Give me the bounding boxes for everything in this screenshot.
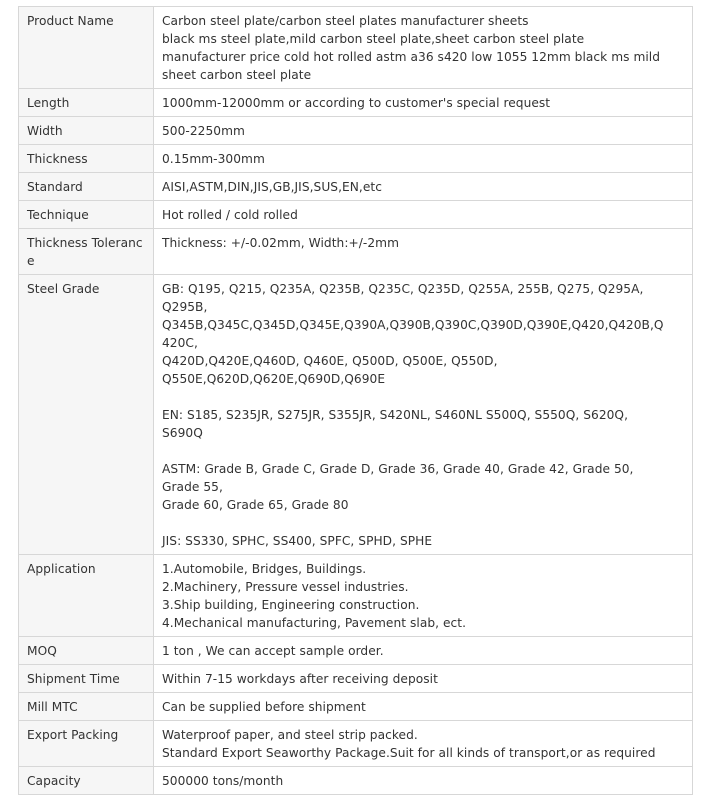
spec-row: [19, 555, 693, 637]
spec-value-line: 3.Ship building, Engineering construction.: [162, 598, 420, 612]
spec-row: [19, 7, 693, 89]
spec-label: Export Packing: [19, 721, 154, 767]
spec-value-line: 1.Automobile, Bridges, Buildings.: [162, 562, 367, 576]
spec-value-line: Q550E,Q620D,Q620E,Q690D,Q690E: [162, 372, 386, 386]
spec-value-line: 420C,: [162, 336, 198, 350]
spec-row: [19, 767, 693, 795]
spec-value: [154, 693, 693, 721]
spec-label: Capacity: [19, 767, 154, 795]
spec-table-container: [18, 6, 693, 795]
spec-value-line: 0.15mm-300mm: [162, 152, 265, 166]
spec-value-line: sheet carbon steel plate: [162, 68, 312, 82]
spec-row: [19, 665, 693, 693]
spec-value-line: Thickness: +/-0.02mm, Width:+/-2mm: [162, 236, 399, 250]
spec-value-spacer: [162, 388, 688, 406]
spec-value-line: 4.Mechanical manufacturing, Pavement slab, ect.: [162, 616, 467, 630]
spec-label: Thickness Tolerance: [19, 229, 154, 275]
spec-row: [19, 693, 693, 721]
spec-value-line: black ms steel plate,mild carbon steel plate,sheet carbon steel plate: [162, 32, 585, 46]
spec-value-line: Q295B,: [162, 300, 208, 314]
spec-row: [19, 173, 693, 201]
spec-label: Steel Grade: [19, 275, 154, 555]
spec-value-line: Standard Export Seaworthy Package.Suit for all kinds of transport,or as required: [162, 746, 656, 760]
spec-value: [154, 665, 693, 693]
spec-value-line: Waterproof paper, and steel strip packed.: [162, 728, 418, 742]
spec-table: [18, 6, 693, 795]
spec-label: Mill MTC: [19, 693, 154, 721]
spec-value-line: 2.Machinery, Pressure vessel industries.: [162, 580, 409, 594]
spec-label: MOQ: [19, 637, 154, 665]
spec-value-line: 1000mm-12000mm or according to customer's special request: [162, 96, 551, 110]
spec-value: [154, 173, 693, 201]
spec-value: [154, 117, 693, 145]
spec-value: [154, 89, 693, 117]
spec-label: Application: [19, 555, 154, 637]
spec-value-line: Grade 60, Grade 65, Grade 80: [162, 498, 349, 512]
spec-value: [154, 7, 693, 89]
spec-row: [19, 145, 693, 173]
spec-row: [19, 275, 693, 555]
spec-label: Technique: [19, 201, 154, 229]
spec-value-line: 500-2250mm: [162, 124, 245, 138]
spec-value-line: Q420D,Q420E,Q460D, Q460E, Q500D, Q500E, Q550D,: [162, 354, 498, 368]
spec-value-line: manufacturer price cold hot rolled astm a36 s420 low 1055 12mm black ms mild: [162, 50, 661, 64]
spec-row: [19, 89, 693, 117]
spec-value-line: Carbon steel plate/carbon steel plates manufacturer sheets: [162, 14, 529, 28]
spec-value-line: Grade 55,: [162, 480, 223, 494]
spec-value-line: 1 ton , We can accept sample order.: [162, 644, 384, 658]
spec-row: [19, 229, 693, 275]
spec-value: [154, 145, 693, 173]
spec-value: [154, 555, 693, 637]
spec-value-spacer: [162, 442, 688, 460]
spec-label: Product Name: [19, 7, 154, 89]
spec-row: [19, 117, 693, 145]
spec-label: Standard: [19, 173, 154, 201]
spec-table-body: [19, 7, 693, 795]
spec-value-line: EN: S185, S235JR, S275JR, S355JR, S420NL, S460NL S500Q, S550Q, S620Q,: [162, 408, 628, 422]
spec-value-line: 500000 tons/month: [162, 774, 284, 788]
spec-value: [154, 721, 693, 767]
spec-label: Shipment Time: [19, 665, 154, 693]
spec-value-spacer: [162, 514, 688, 532]
spec-value: [154, 229, 693, 275]
spec-label: Length: [19, 89, 154, 117]
spec-value-line: Hot rolled / cold rolled: [162, 208, 298, 222]
spec-value: [154, 275, 693, 555]
spec-value-line: Within 7-15 workdays after receiving deposit: [162, 672, 438, 686]
spec-value-line: ASTM: Grade B, Grade C, Grade D, Grade 36, Grade 40, Grade 42, Grade 50,: [162, 462, 634, 476]
spec-value-line: S690Q: [162, 426, 203, 440]
spec-value-line: GB: Q195, Q215, Q235A, Q235B, Q235C, Q235D, Q255A, 255B, Q275, Q295A,: [162, 282, 644, 296]
spec-value-line: Q345B,Q345C,Q345D,Q345E,Q390A,Q390B,Q390C,Q390D,Q390E,Q420,Q420B,Q: [162, 318, 664, 332]
spec-value: [154, 637, 693, 665]
spec-row: [19, 721, 693, 767]
spec-row: [19, 637, 693, 665]
spec-value-line: Can be supplied before shipment: [162, 700, 366, 714]
spec-row: [19, 201, 693, 229]
spec-value: [154, 201, 693, 229]
spec-value-line: JIS: SS330, SPHC, SS400, SPFC, SPHD, SPHE: [162, 534, 433, 548]
spec-value-line: AISI,ASTM,DIN,JIS,GB,JIS,SUS,EN,etc: [162, 180, 382, 194]
spec-label: Thickness: [19, 145, 154, 173]
spec-value: [154, 767, 693, 795]
spec-label: Width: [19, 117, 154, 145]
